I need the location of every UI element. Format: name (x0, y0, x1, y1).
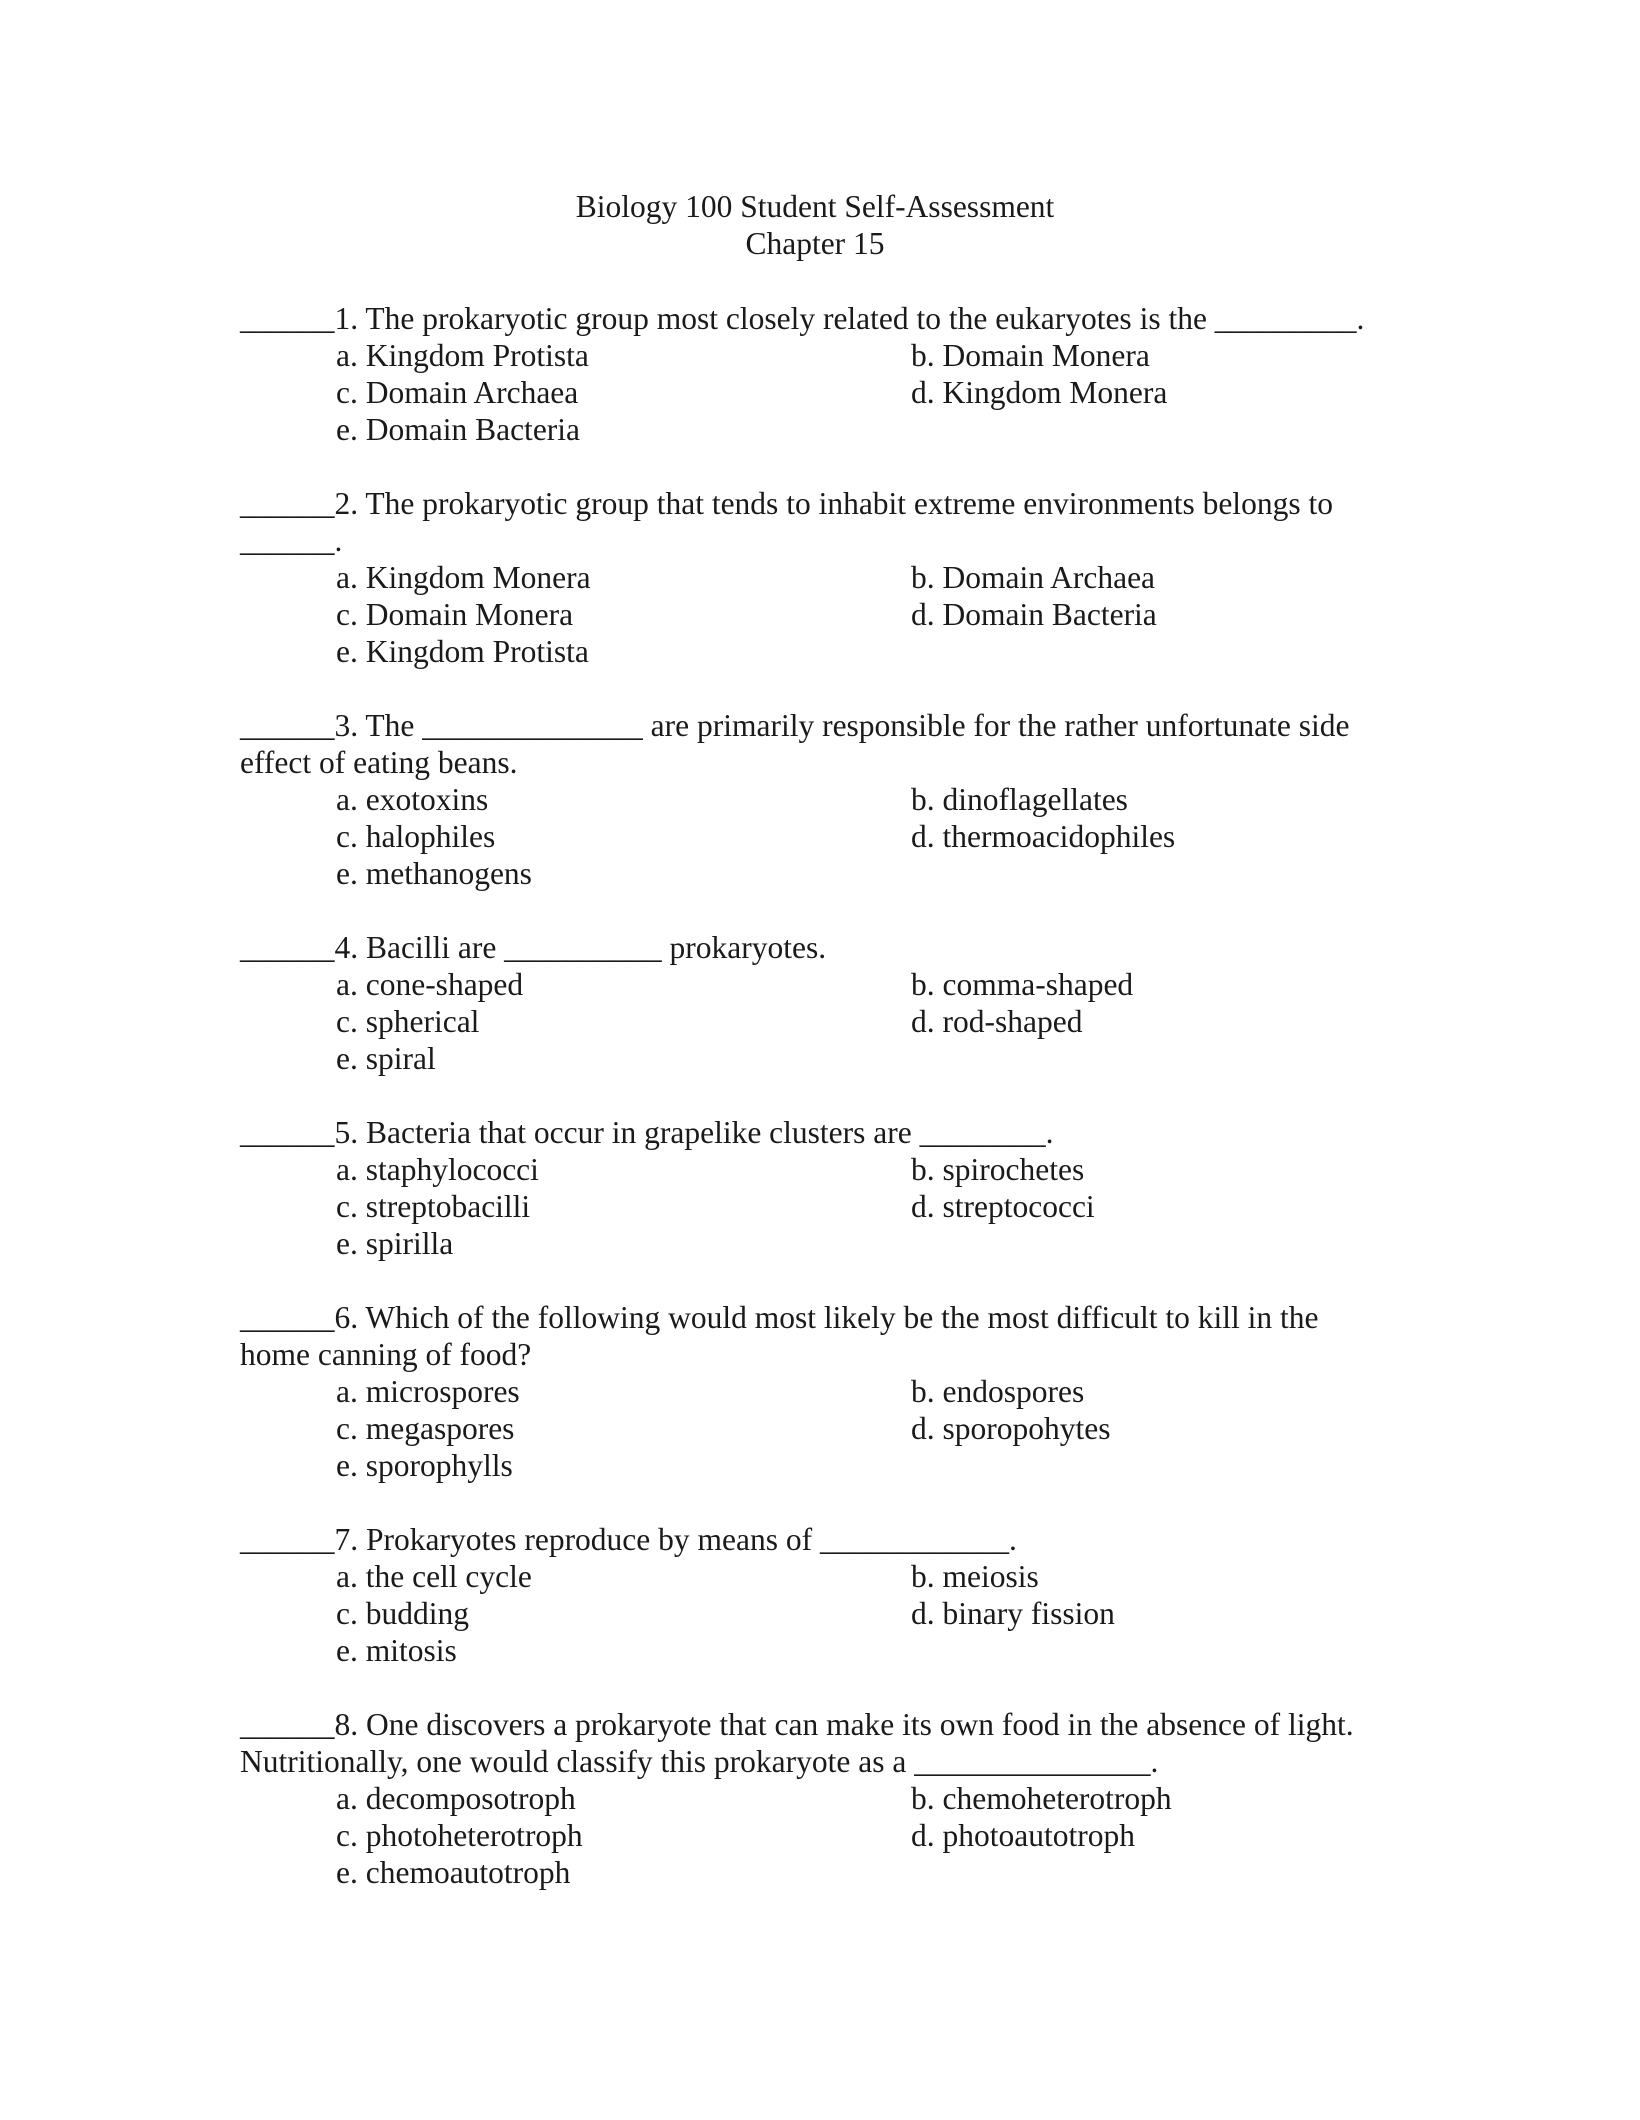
option-b: b. dinoflagellates (911, 782, 1128, 817)
option-c: c. spherical (336, 1004, 480, 1039)
option-e: e. methanogens (336, 856, 532, 891)
option-c: c. photoheterotroph (336, 1818, 583, 1853)
option-a: a. staphylococci (336, 1152, 539, 1187)
question-3 (240, 707, 1390, 892)
option-a: a. decomposotroph (336, 1781, 576, 1816)
answer-options (336, 337, 1390, 448)
option-b: b. comma-shaped (911, 967, 1134, 1002)
answer-options (336, 966, 1390, 1077)
option-a: a. exotoxins (336, 782, 489, 817)
option-e: e. sporophylls (336, 1448, 513, 1483)
option-a: a. Kingdom Monera (336, 560, 591, 595)
answer-options (336, 1373, 1390, 1484)
option-b: b. Domain Archaea (911, 560, 1156, 595)
question-stem: ______1. The prokaryotic group most closely related to the eukaryotes is the _________. (240, 301, 1365, 336)
option-e: e. Domain Bacteria (336, 412, 581, 447)
question-7 (240, 1521, 1390, 1669)
option-d: d. Domain Bacteria (911, 597, 1157, 632)
option-d: d. Kingdom Monera (911, 375, 1168, 410)
option-d: d. streptococci (911, 1189, 1095, 1224)
option-e: e. mitosis (336, 1633, 457, 1668)
question-stem: ______6. Which of the following would most likely be the most difficult to kill in the home canning of food? (240, 1300, 1319, 1372)
answer-options (336, 1780, 1390, 1891)
question-stem: ______8. One discovers a prokaryote that can make its own food in the absence of light. Nutritionally, one would classify this prokaryote as a _______________. (240, 1707, 1354, 1779)
option-c: c. Domain Archaea (336, 375, 579, 410)
answer-options (336, 1558, 1390, 1669)
question-6 (240, 1299, 1390, 1484)
question-5 (240, 1114, 1390, 1262)
option-a: a. Kingdom Protista (336, 338, 589, 373)
option-e: e. spirilla (336, 1226, 454, 1261)
question-stem: ______4. Bacilli are __________ prokaryotes. (240, 930, 827, 965)
option-a: a. cone-shaped (336, 967, 524, 1002)
option-b: b. endospores (911, 1374, 1085, 1409)
option-c: c. Domain Monera (336, 597, 574, 632)
document-header (240, 188, 1390, 262)
option-b: b. spirochetes (911, 1152, 1085, 1187)
option-d: d. binary fission (911, 1596, 1115, 1631)
question-2 (240, 485, 1390, 670)
question-stem: ______5. Bacteria that occur in grapelike clusters are ________. (240, 1115, 1054, 1150)
option-e: e. spiral (336, 1041, 436, 1076)
option-b: b. chemoheterotroph (911, 1781, 1172, 1816)
option-d: d. photoautotroph (911, 1818, 1135, 1853)
option-c: c. budding (336, 1596, 469, 1631)
option-d: d. thermoacidophiles (911, 819, 1176, 854)
question-8 (240, 1706, 1390, 1891)
answer-options (336, 781, 1390, 892)
option-a: a. microspores (336, 1374, 520, 1409)
option-d: d. sporopohytes (911, 1411, 1111, 1446)
question-stem: ______7. Prokaryotes reproduce by means of ____________. (240, 1522, 1017, 1557)
option-b: b. meiosis (911, 1559, 1039, 1594)
document-title: Biology 100 Student Self-Assessment (575, 189, 1055, 224)
question-stem: ______2. The prokaryotic group that tends to inhabit extreme environments belongs to ______. (240, 486, 1333, 558)
chapter-label: Chapter 15 (745, 226, 885, 261)
option-b: b. Domain Monera (911, 338, 1150, 373)
answer-options (336, 1151, 1390, 1262)
question-1 (240, 300, 1390, 448)
option-c: c. megaspores (336, 1411, 515, 1446)
answer-options (336, 559, 1390, 670)
option-c: c. halophiles (336, 819, 496, 854)
option-a: a. the cell cycle (336, 1559, 532, 1594)
option-d: d. rod-shaped (911, 1004, 1083, 1039)
document-page (240, 188, 1390, 1928)
option-e: e. chemoautotroph (336, 1855, 571, 1890)
question-stem: ______3. The ______________ are primarily responsible for the rather unfortunate side effect of eating beans. (240, 708, 1350, 780)
option-e: e. Kingdom Protista (336, 634, 589, 669)
option-c: c. streptobacilli (336, 1189, 531, 1224)
question-4 (240, 929, 1390, 1077)
